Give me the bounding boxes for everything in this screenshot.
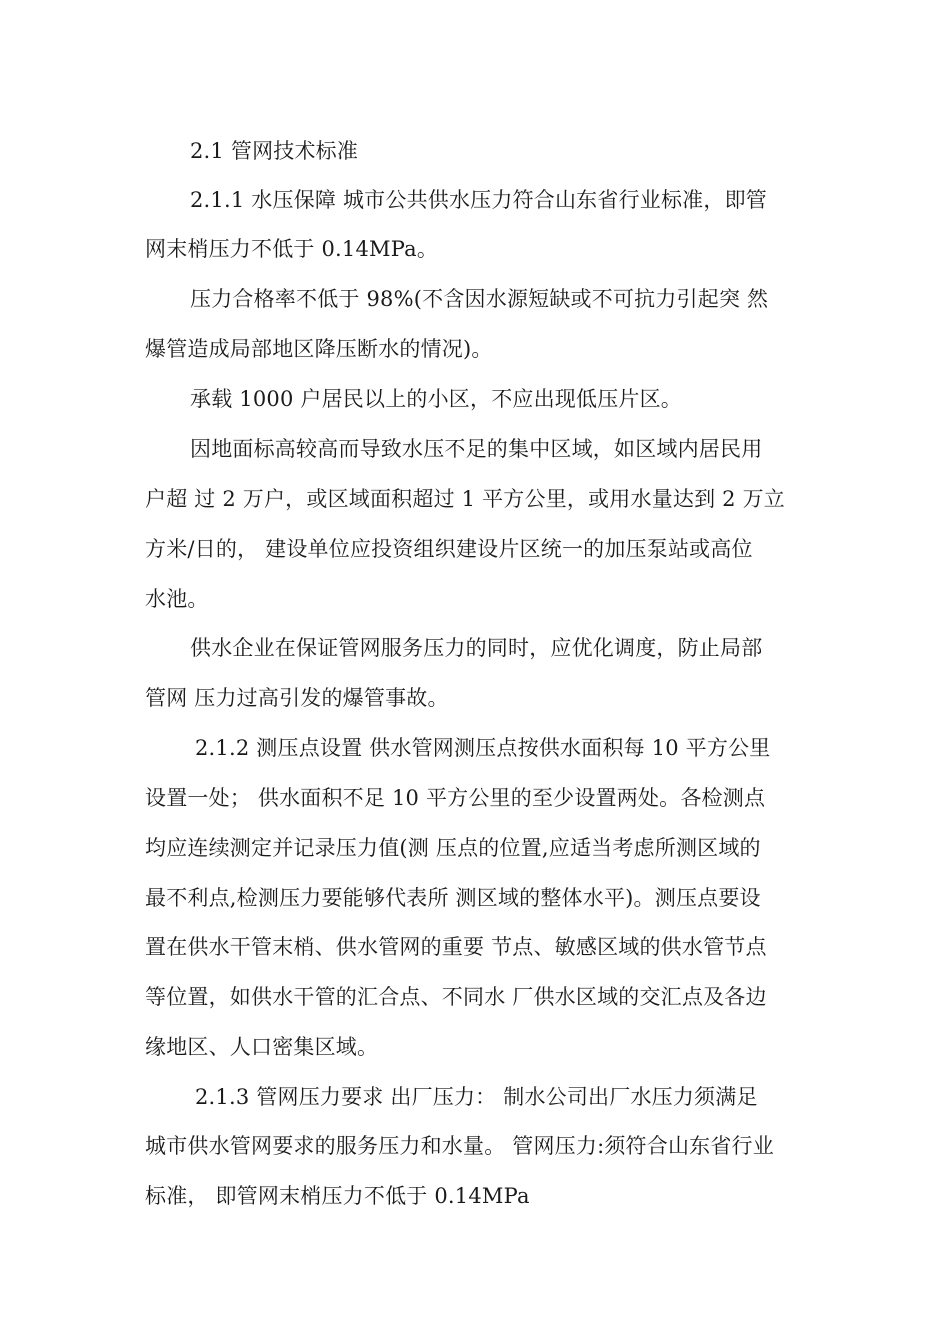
text-line: 压力合格率不低于 98%(不含因水源短缺或不可抗力引起突 然 (190, 287, 769, 311)
text-line: 供水企业在保证管网服务压力的同时，应优化调度，防止局部 (190, 636, 763, 660)
text-line: 2.1.3 管网压力要求 出厂压力： 制水公司出厂水压力须满足 (195, 1085, 758, 1109)
text-line: 2.1.1 水压保障 城市公共供水压力符合山东省行业标准，即管 (190, 188, 767, 212)
text-line: 置在供水干管末梢、供水管网的重要 节点、敏感区域的供水管节点 (145, 935, 767, 959)
text-line: 管网 压力过高引发的爆管事故。 (145, 686, 449, 710)
text-line: 网末梢压力不低于 0.14MPa。 (145, 237, 439, 261)
text-line: 爆管造成局部地区降压断水的情况)。 (145, 337, 493, 361)
text-line: 因地面标高较高而导致水压不足的集中区域，如区域内居民用 (190, 437, 763, 461)
text-line: 承载 1000 户居民以上的小区，不应出现低压片区。 (190, 387, 682, 411)
text-line: 方米/日的， 建设单位应投资组织建设片区统一的加压泵站或高位 (145, 537, 753, 561)
text-line: 2.1.2 测压点设置 供水管网测压点按供水面积每 10 平方公里 (195, 736, 771, 760)
text-line: 标准， 即管网末梢压力不低于 0.14MPa (145, 1184, 530, 1208)
text-line: 设置一处； 供水面积不足 10 平方公里的至少设置两处。各检测点 (145, 786, 766, 810)
text-line: 最不利点,检测压力要能够代表所 测区域的整体水平)。测压点要设 (145, 886, 761, 910)
text-line: 水池。 (145, 587, 209, 611)
section-heading: 2.1 管网技术标准 (190, 139, 359, 163)
text-line: 缘地区、人口密集区域。 (145, 1035, 379, 1059)
text-line: 均应连续测定并记录压力值(测 压点的位置,应适当考虑所测区域的 (145, 836, 761, 860)
text-line: 户超 过 2 万户，或区域面积超过 1 平方公里，或用水量达到 2 万立 (145, 487, 786, 511)
text-line: 城市供水管网要求的服务压力和水量。 管网压力:须符合山东省行业 (145, 1134, 774, 1158)
text-line: 等位置，如供水干管的汇合点、不同水 厂供水区域的交汇点及各边 (145, 985, 767, 1009)
